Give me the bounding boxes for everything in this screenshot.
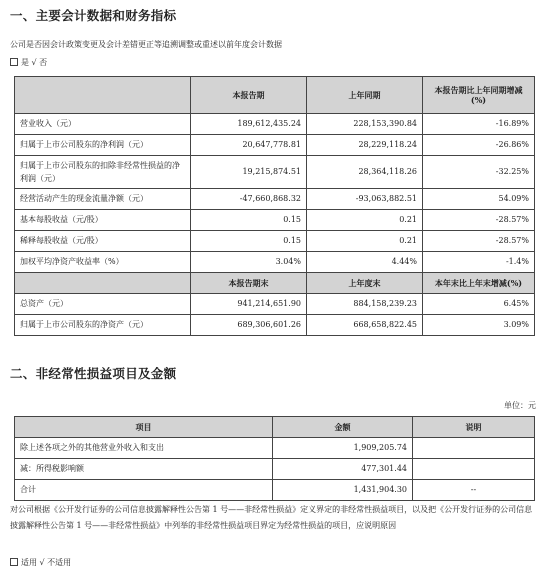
table-row [15,315,535,336]
current-value: 689,306,601.26 [191,315,307,336]
note-value: -- [413,480,535,501]
change-value: -28.57% [423,210,535,231]
header-cell [15,273,191,294]
restatement-choice-text: 是 √ 否 [21,58,48,67]
current-value: 0.15 [191,231,307,252]
current-value: 189,612,435.24 [191,114,307,135]
row-label: 营业收入（元） [15,114,191,135]
amount-value: 1,909,205.74 [273,438,413,459]
row-label: 基本每股收益（元/股） [15,210,191,231]
section1-title: 一、主要会计数据和财务指标 [10,8,177,23]
table-row [15,438,535,459]
prior-value: -93,063,882.51 [307,189,423,210]
financial-indicators-table [14,76,535,336]
current-value: 0.15 [191,210,307,231]
header-cell: 说明 [413,417,535,438]
header-cell [15,77,191,114]
header-cell: 上年度末 [307,273,423,294]
note-value [413,459,535,480]
row-label: 总资产（元） [15,294,191,315]
prior-value: 28,364,118.26 [307,156,423,189]
row-label: 加权平均净资产收益率（%） [15,252,191,273]
prior-value: 0.21 [307,210,423,231]
table-header-row [15,77,535,114]
table-row [15,210,535,231]
table-subheader-row [15,273,535,294]
change-value: -16.89% [423,114,535,135]
checkbox-icon [10,558,18,566]
item-label: 减：所得税影响额 [15,459,273,480]
prior-value: 0.21 [307,231,423,252]
change-value: -28.57% [423,231,535,252]
table-row [15,459,535,480]
table-row [15,252,535,273]
restatement-note: 公司是否因会计政策变更及会计差错更正等追溯调整或重述以前年度会计数据 [10,40,282,49]
prior-value: 668,658,822.45 [307,315,423,336]
row-label: 归属于上市公司股东的净利润（元） [15,135,191,156]
table-row [15,480,535,501]
change-value: -32.25% [423,156,535,189]
amount-value: 1,431,904.30 [273,480,413,501]
change-value: 6.45% [423,294,535,315]
row-label: 稀释每股收益（元/股） [15,231,191,252]
header-cell: 金额 [273,417,413,438]
row-label: 归属于上市公司股东的净资产（元） [15,315,191,336]
current-value: 3.04% [191,252,307,273]
row-label: 经营活动产生的现金流量净额（元） [15,189,191,210]
prior-value: 28,229,118.24 [307,135,423,156]
header-cell: 上年同期 [307,77,423,114]
change-value: 54.09% [423,189,535,210]
table-header-row [15,417,535,438]
header-cell: 项目 [15,417,273,438]
header-cell: 本年末比上年末增减(%) [423,273,535,294]
item-label: 合计 [15,480,273,501]
table-row [15,189,535,210]
table-row [15,294,535,315]
table-row [15,135,535,156]
amount-value: 477,301.44 [273,459,413,480]
change-value: 3.09% [423,315,535,336]
section2-title: 二、非经常性损益项目及金额 [10,366,177,381]
applicability-choice [10,556,71,570]
header-cell: 本报告期比上年同期增减(%) [423,77,535,114]
current-value: 19,215,874.51 [191,156,307,189]
table-row [15,114,535,135]
current-value: 941,214,651.90 [191,294,307,315]
prior-value: 884,158,239.23 [307,294,423,315]
non-recurring-items-table [14,416,535,501]
non-recurring-footnote: 对公司根据《公开发行证券的公司信息披露解释性公告第 1 号——非经常性损益》定义界定的非经常性损益项目，以及把《公开发行证券的公司信息披露解释性公告第 1 号——非经常性损益》中列举的非经常性损益项目界定为经常性损益的项目，应说明原因 [10,505,533,530]
checkbox-icon [10,58,18,66]
table-row [15,231,535,252]
unit-label: 单位：元 [504,401,536,410]
prior-value: 4.44% [307,252,423,273]
change-value: -1.4% [423,252,535,273]
table-row [15,156,535,189]
current-value: -47,660,868.32 [191,189,307,210]
header-cell: 本报告期 [191,77,307,114]
row-label: 归属于上市公司股东的扣除非经常性损益的净利润（元） [15,156,191,189]
restatement-choice [10,56,47,70]
item-label: 除上述各项之外的其他营业外收入和支出 [15,438,273,459]
current-value: 20,647,778.81 [191,135,307,156]
prior-value: 228,153,390.84 [307,114,423,135]
change-value: -26.86% [423,135,535,156]
note-value [413,438,535,459]
header-cell: 本报告期末 [191,273,307,294]
applicability-choice-text: 适用 √ 不适用 [21,558,72,567]
